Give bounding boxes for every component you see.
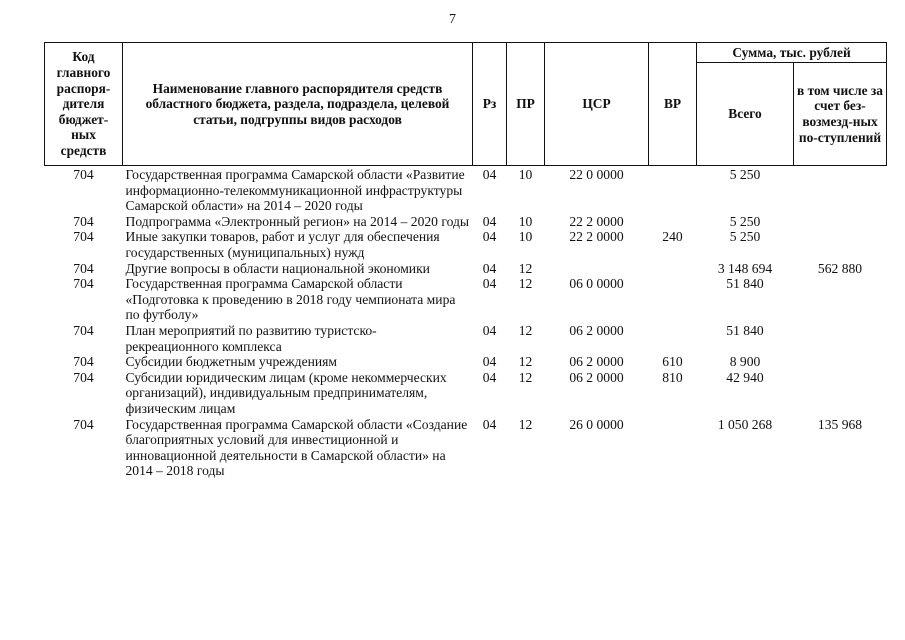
row-csr: 22 2 0000 xyxy=(569,229,624,245)
table-row xyxy=(45,354,887,370)
row-vr: 240 xyxy=(662,229,683,245)
row-code: 704 xyxy=(73,416,94,432)
row-rz: 04 xyxy=(482,276,497,292)
header-free: в том числе за счет без-возмезд-ных по-ступлений xyxy=(794,63,887,166)
row-pr: 10 xyxy=(518,229,533,245)
row-rz: 04 xyxy=(482,416,497,432)
row-code: 704 xyxy=(73,213,94,229)
row-total: 51 840 xyxy=(726,276,764,292)
header-vr: ВР xyxy=(649,43,697,166)
row-csr: 26 0 0000 xyxy=(569,416,624,432)
table-row xyxy=(45,323,887,354)
row-code: 704 xyxy=(73,369,94,385)
row-rz: 04 xyxy=(482,229,497,245)
row-total: 5 250 xyxy=(729,167,761,182)
header-rz: Рз xyxy=(473,43,507,166)
row-name: Государственная программа Самарской области «Подготовка к проведению в 2018 году чемпионата мира по футболу» xyxy=(125,276,456,323)
row-name: Субсидии юридическим лицам (кроме некоммерческих организаций), индивидуальным предпринимателям, физическим лицам xyxy=(125,369,447,416)
row-total: 5 250 xyxy=(729,213,761,229)
table-row xyxy=(45,166,887,214)
row-free xyxy=(794,276,887,323)
table-row xyxy=(45,214,887,230)
header-code: Код главного распоря-дителя бюджет-ных средств xyxy=(45,43,123,166)
table-header xyxy=(45,43,887,166)
row-csr: 22 0 0000 xyxy=(569,167,624,182)
header-csr: ЦСР xyxy=(545,43,649,166)
row-vr xyxy=(649,261,697,277)
row-pr: 10 xyxy=(518,167,533,182)
row-rz: 04 xyxy=(482,167,497,182)
row-csr xyxy=(545,261,649,277)
row-pr: 12 xyxy=(518,416,533,432)
row-code: 704 xyxy=(73,276,94,292)
budget-table xyxy=(44,42,887,479)
row-pr: 12 xyxy=(518,354,533,370)
row-rz: 04 xyxy=(482,213,497,229)
row-free: 562 880 xyxy=(817,260,863,276)
row-name: Государственная программа Самарской области «Развитие информационно-телекоммуникационной инфраструктуры Самарской области» на 2014 – 2020 годы xyxy=(125,167,465,214)
row-vr: 610 xyxy=(662,354,683,370)
row-vr xyxy=(649,214,697,230)
row-rz: 04 xyxy=(482,369,497,385)
row-free: 135 968 xyxy=(817,416,863,432)
row-vr xyxy=(649,417,697,479)
row-rz: 04 xyxy=(482,322,497,338)
row-rz: 04 xyxy=(482,260,497,276)
row-free xyxy=(794,214,887,230)
table-row xyxy=(45,261,887,277)
row-free xyxy=(794,323,887,354)
row-total: 51 840 xyxy=(726,322,764,338)
row-csr: 06 2 0000 xyxy=(569,354,624,370)
row-name: Государственная программа Самарской области «Создание благоприятных условий для инвестиционной и инновационной деятельности в Самарской области» на 2014 – 2018 годы xyxy=(125,416,468,479)
header-total: Всего xyxy=(697,63,794,166)
row-vr: 810 xyxy=(662,369,683,385)
row-pr: 12 xyxy=(518,276,533,292)
row-pr: 12 xyxy=(518,260,533,276)
header-pr: ПР xyxy=(507,43,545,166)
row-name: Субсидии бюджетным учреждениям xyxy=(125,354,338,370)
table-row xyxy=(45,276,887,323)
table-row xyxy=(45,229,887,260)
row-free xyxy=(794,229,887,260)
row-total: 1 050 268 xyxy=(717,416,773,432)
table-row xyxy=(45,370,887,417)
row-name: Другие вопросы в области национальной экономики xyxy=(125,260,430,276)
row-total: 8 900 xyxy=(729,354,761,370)
row-name: Иные закупки товаров, работ и услуг для обеспечения государственных (муниципальных) нужд xyxy=(125,229,440,260)
row-csr: 06 2 0000 xyxy=(569,322,624,338)
row-code: 704 xyxy=(73,229,94,245)
row-total: 3 148 694 xyxy=(717,260,773,276)
row-code: 704 xyxy=(73,260,94,276)
row-code: 704 xyxy=(73,354,94,370)
row-pr: 12 xyxy=(518,369,533,385)
row-csr: 06 0 0000 xyxy=(569,276,624,292)
row-csr: 06 2 0000 xyxy=(569,369,624,385)
page-number: 7 xyxy=(449,12,456,27)
row-vr xyxy=(649,166,697,214)
row-pr: 12 xyxy=(518,322,533,338)
row-name: План мероприятий по развитию туристско-рекреационного комплекса xyxy=(125,322,377,354)
row-vr xyxy=(649,276,697,323)
row-total: 42 940 xyxy=(726,369,764,385)
row-code: 704 xyxy=(73,167,94,182)
row-free xyxy=(794,354,887,370)
header-sum: Сумма, тыс. рублей xyxy=(697,43,887,63)
row-code: 704 xyxy=(73,322,94,338)
header-name: Наименование главного распорядителя средств областного бюджета, раздела, подраздела, целевой статьи, подгруппы видов расходов xyxy=(123,43,473,166)
row-rz: 04 xyxy=(482,354,497,370)
table-row xyxy=(45,417,887,479)
table-body xyxy=(45,166,887,479)
row-csr: 22 2 0000 xyxy=(569,213,624,229)
row-vr xyxy=(649,323,697,354)
row-total: 5 250 xyxy=(729,229,761,245)
row-free xyxy=(794,370,887,417)
row-pr: 10 xyxy=(518,213,533,229)
row-name: Подпрограмма «Электронный регион» на 2014 – 2020 годы xyxy=(125,213,470,229)
row-free xyxy=(794,166,887,214)
